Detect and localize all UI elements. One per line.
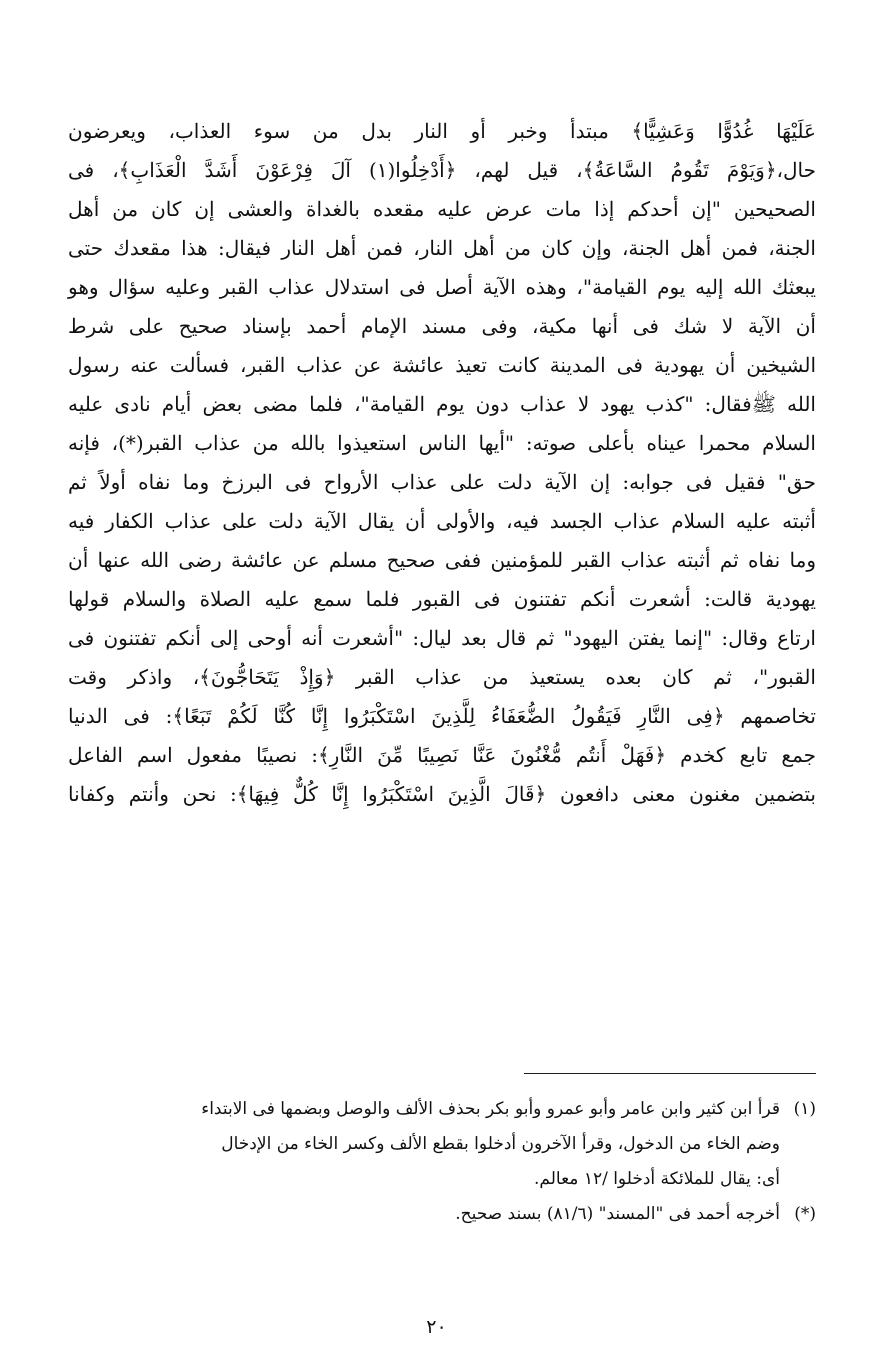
footnote-line: قرأ ابن كثير وابن عامر وأبو عمرو وأبو بكر بحذف الألف والوصل وبضمها فى الابتداء	[201, 1099, 780, 1119]
text-line: حال،﴿وَيَوْمَ تَقُومُ السَّاعَةُ﴾، قيل لهم، ﴿أَدْخِلُوا(١) آلَ فِرْعَوْنَ أَشَدَّ الْعَذَابِ﴾، فى	[68, 158, 816, 182]
text-line: يهودية قالت: أشعرت أنكم تفتنون فى القبور فلما سمع عليه الصلاة والسلام قولها	[68, 587, 816, 611]
footnote-2	[68, 1197, 816, 1232]
footnotes-block	[68, 1092, 816, 1231]
text-line: عَلَيْهَا غُدُوًّا وَعَشِيًّا﴾ مبتدأ وخبر أو النار بدل من سوء العذاب، ويعرضون	[68, 119, 816, 143]
text-line: تخاصمهم ﴿فِى النَّارِ فَيَقُولُ الضُّعَفَاءُ لِلَّذِينَ اسْتَكْبَرُوا إِنَّا كُنَّا لَكُمْ تَبَعًا﴾: فى الدنيا	[68, 704, 816, 728]
text-line: جمع تابع كخدم ﴿فَهَلْ أَنتُم مُّغْنُونَ عَنَّا نَصِيبًا مِّنَ النَّارِ﴾: نصيبًا مفعول اسم الفاعل	[68, 743, 816, 767]
page-number: ٢٠	[426, 1316, 447, 1338]
footnote-1	[68, 1092, 816, 1127]
text-line: الله ﷺفقال: "كذب يهود لا عذاب دون يوم القيامة"، فلما مضى بعض أيام نادى عليه	[68, 392, 816, 416]
text-line: القبور"، ثم كان بعده يستعيذ من عذاب القبر ﴿وَإِذْ يَتَحَاجُّونَ﴾، واذكر وقت	[68, 665, 816, 689]
text-line: بتضمين مغنون معنى دافعون ﴿قَالَ الَّذِينَ اسْتَكْبَرُوا إِنَّا كُلٌّ فِيهَا﴾: نحن وأنتم وكفانا	[68, 782, 816, 806]
footnote-marker: (١)	[793, 1099, 816, 1119]
text-line: أن الآية لا شك فى أنها مكية، وفى مسند الإمام أحمد بإسناد صحيح على شرط	[68, 314, 816, 338]
text-line: يبعثك الله إليه يوم القيامة"، وهذه الآية أصل فى استدلال عذاب القبر وعليه سؤال وهو	[68, 275, 816, 299]
text-line: وما نفاه ثم أثبته عذاب القبر للمؤمنين ففى صحيح مسلم عن عائشة رضى الله عنها أن	[68, 548, 816, 572]
text-line: الصحيحين "إن أحدكم إذا مات عرض عليه مقعده بالغداة والعشى إن كان من أهل	[68, 197, 816, 221]
main-text-block	[68, 112, 816, 814]
footnote-line: أى: يقال للملائكة أدخلوا /١٢ معالم.	[534, 1168, 780, 1189]
text-line: ارتاع وقال: "إنما يفتن اليهود" ثم قال بعد ليال: "أشعرت أنه أوحى إلى أنكم تفتنون فى	[68, 626, 816, 650]
footnote-line: أخرجه أحمد فى "المسند" (٨١/٦) بسند صحيح.	[455, 1203, 780, 1224]
text-line: الجنة، فمن أهل الجنة، وإن كان من أهل النار، فمن أهل النار فيقال: هذا مقعدك حتى	[68, 236, 816, 260]
footnote-line: وضم الخاء من الدخول، وقرأ الآخرون أدخلوا بقطع الألف وكسر الخاء من الإدخال	[221, 1133, 780, 1154]
footnote-marker: (*)	[794, 1203, 816, 1224]
text-line: حق" فقيل فى جوابه: إن الآية دلت على عذاب الأرواح فى البرزخ وما نفاه أولاً ثم	[68, 470, 816, 494]
text-line: الشيخين أن يهودية فى المدينة كانت تعيذ عائشة عن عذاب القبر، فسألت عنه رسول	[68, 353, 817, 377]
text-line: أثبته عليه السلام عذاب الجسد فيه، والأولى أن يقال الآية دلت على عذاب الكفار فيه	[68, 509, 816, 533]
footnote-divider	[524, 1073, 816, 1074]
text-line: السلام محمرا عيناه بأعلى صوته: "أيها الناس استعيذوا بالله من عذاب القبر(*)، فإنه	[68, 431, 816, 455]
